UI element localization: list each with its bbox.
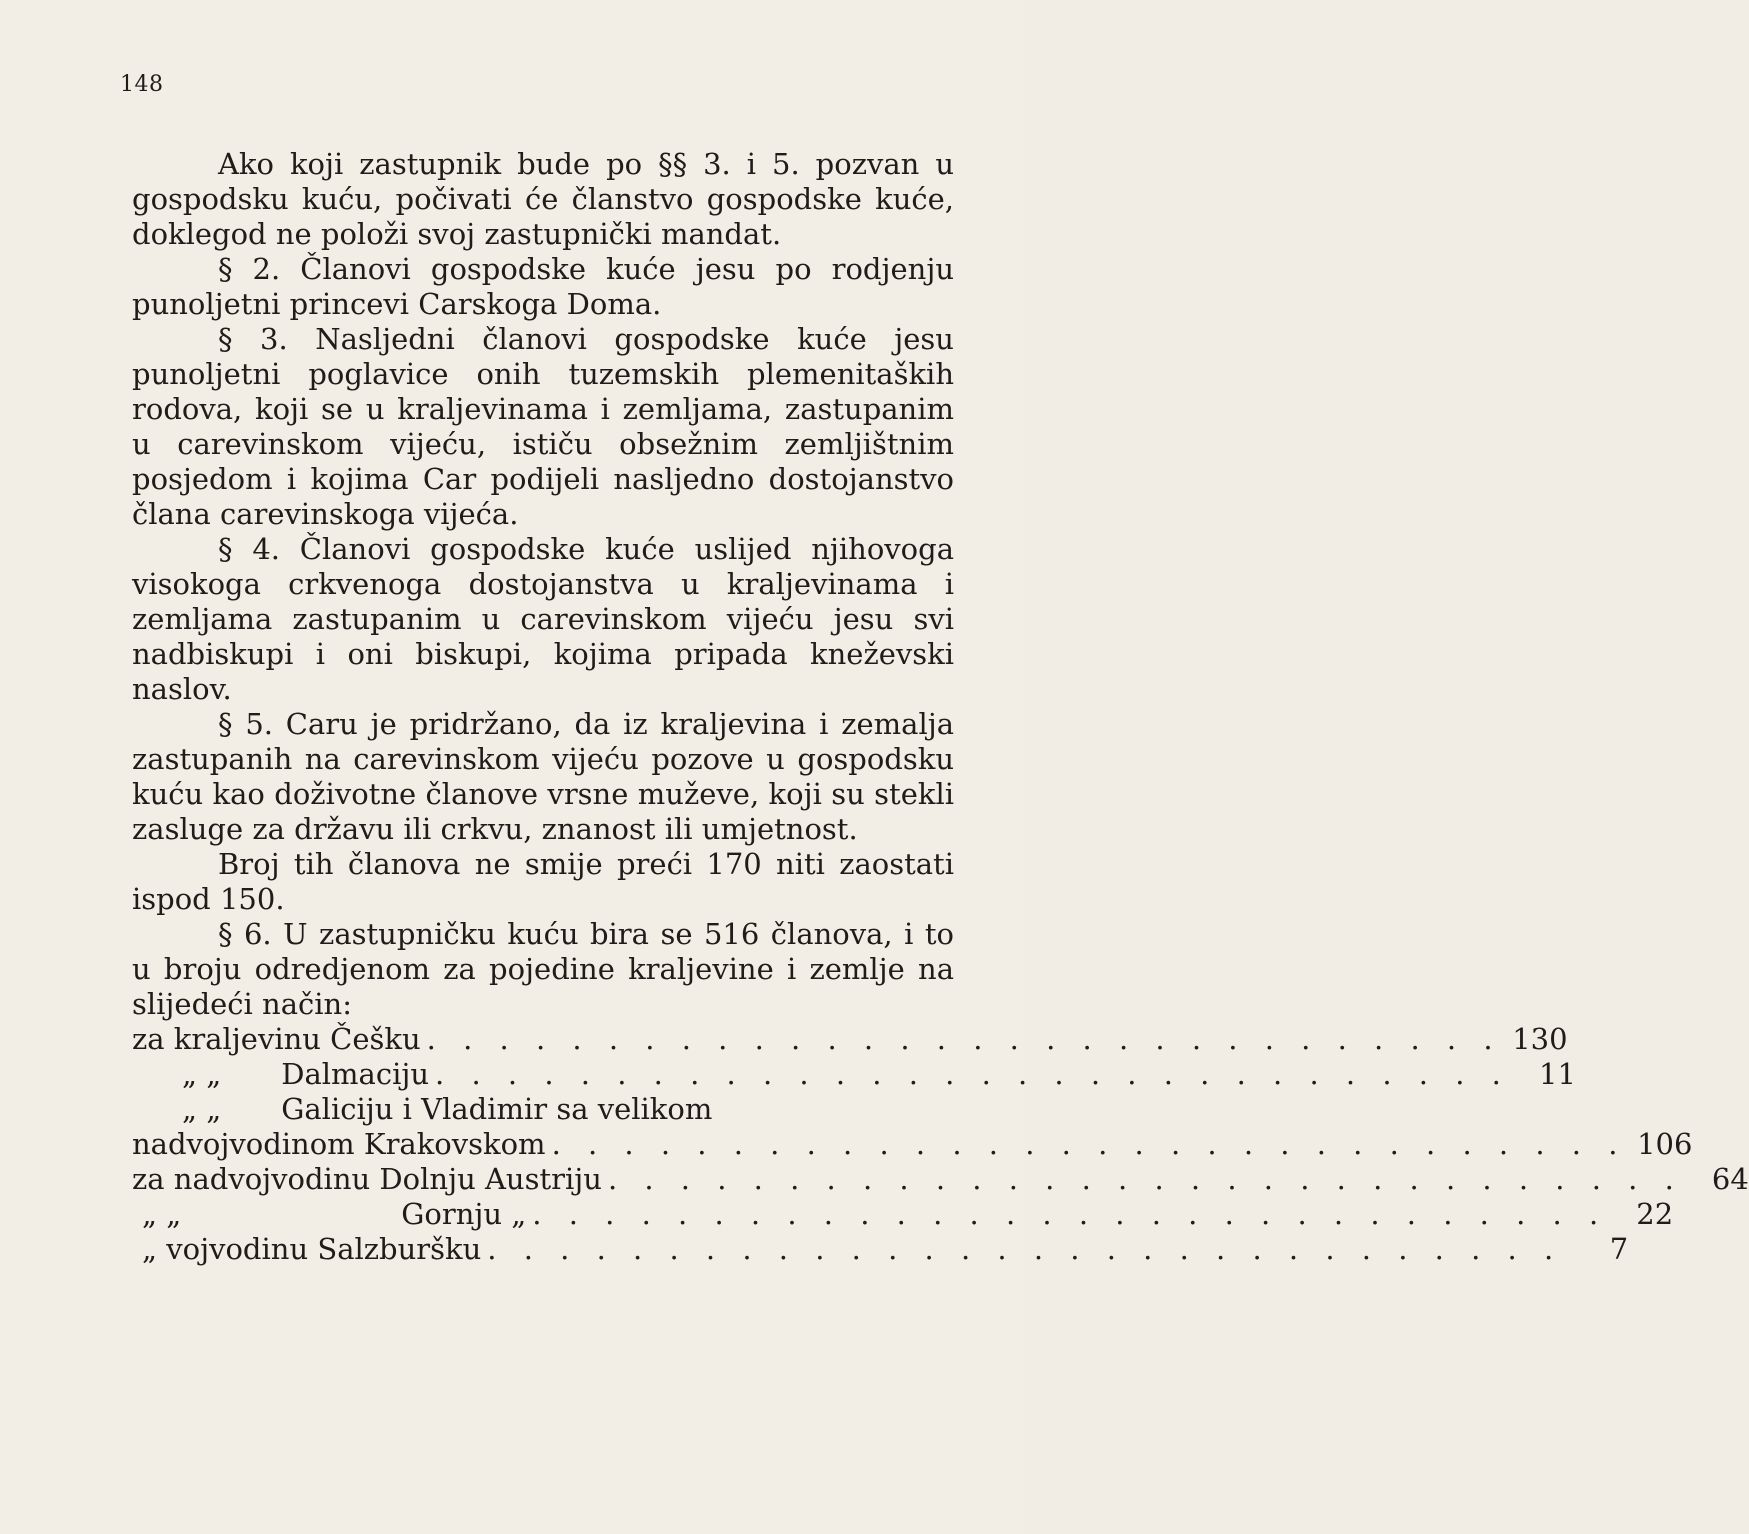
list-value: 22 bbox=[1636, 1197, 1674, 1231]
list-item bbox=[132, 1092, 954, 1127]
list-prefix: „ „ bbox=[142, 1197, 182, 1231]
paragraph-section-5: § 5. Caru je pridržano, da iz kraljevina i zemalja zastupanih na carevinskom vijeću pozove u gospodsku kuću kao doživotne članove vrsne muževe, koji su stekli zasluge za državu ili crkvu, znanost ili umjetnost. bbox=[132, 707, 954, 846]
leader-dots: . . . . . . . . . . . . . . . . . . . . . . . . . . . . . . bbox=[532, 1197, 1608, 1231]
list-item bbox=[132, 1022, 1568, 1057]
leader-dots: . . . . . . . . . . . . . . . . . . . . . . . . . . . . . . bbox=[607, 1162, 1683, 1196]
list-label: nadvojvodinom Krakovskom bbox=[132, 1127, 546, 1161]
list-label: vojvodinu Salzburšku bbox=[166, 1232, 482, 1266]
list-item bbox=[132, 1162, 1749, 1197]
paragraph-section-6: § 6. U zastupničku kuću bira se 516 članova, i to u broju odredjenom za pojedine kraljevine i zemlje na slijedeći način: bbox=[132, 917, 954, 1021]
list-value: 106 bbox=[1637, 1127, 1693, 1161]
leader-dots: . . . . . . . . . . . . . . . . . . . . . . . . . . . . . . bbox=[426, 1022, 1502, 1056]
list-item bbox=[132, 1197, 1674, 1232]
paragraph-member-count: Broj tih članova ne smije preći 170 niti zaostati ispod 150. bbox=[132, 847, 954, 916]
list-label: Dalmaciju bbox=[281, 1057, 430, 1091]
list-prefix: „ „ bbox=[182, 1057, 222, 1091]
list-prefix: za kraljevinu bbox=[132, 1022, 321, 1056]
list-value: 7 bbox=[1609, 1232, 1629, 1266]
seat-allocation-list bbox=[132, 1022, 1749, 1267]
paragraph-intro: Ako koji zastupnik bude po §§ 3. i 5. pozvan u gospodsku kuću, počivati će članstvo gospodske kuće, doklegod ne položi svoj zastupnički mandat. bbox=[132, 147, 954, 251]
list-prefix: „ „ bbox=[182, 1092, 222, 1126]
leader-dots: . . . . . . . . . . . . . . . . . . . . . . . . . . . . . . bbox=[487, 1232, 1563, 1266]
list-label: Dolnju Austriju bbox=[379, 1162, 602, 1196]
leader-dots: . . . . . . . . . . . . . . . . . . . . . . . . . . . . . . bbox=[435, 1057, 1510, 1091]
body-text bbox=[132, 147, 954, 1022]
list-prefix: za nadvojvodinu bbox=[132, 1162, 371, 1196]
list-label: Češku bbox=[330, 1022, 421, 1056]
leader-dots: . . . . . . . . . . . . . . . . . . . . . . . . . . . . . . bbox=[551, 1127, 1627, 1161]
page-number: 148 bbox=[120, 72, 164, 97]
paragraph-section-3: § 3. Nasljedni članovi gospodske kuće jesu punoljetni poglavice onih tuzemskih plemenitaških rodova, koji se u kraljevinama i zemljama, zastupanim u carevinskom vijeću, ističu obsežnim zemljištnim posjedom i kojima Car podijeli nasljedno dostojanstvo člana carevinskoga vijeća. bbox=[132, 322, 954, 531]
list-prefix: „ bbox=[142, 1232, 158, 1266]
list-label: Galiciju i Vladimir sa velikom bbox=[281, 1092, 713, 1126]
list-label: Gornju „ bbox=[401, 1197, 527, 1231]
list-item bbox=[132, 1232, 1629, 1267]
paragraph-section-2: § 2. Članovi gospodske kuće jesu po rodjenju punoljetni princevi Carskoga Doma. bbox=[132, 252, 954, 321]
list-item bbox=[132, 1127, 1693, 1162]
list-value: 130 bbox=[1512, 1022, 1568, 1056]
list-value: 11 bbox=[1539, 1057, 1576, 1091]
list-item bbox=[132, 1057, 1576, 1092]
paragraph-section-4: § 4. Članovi gospodske kuće uslijed njihovoga visokoga crkvenoga dostojanstva u kraljevinama i zemljama zastupanim u carevinskom vijeću jesu svi nadbiskupi i oni biskupi, kojima pripada kneževski naslov. bbox=[132, 532, 954, 706]
list-value: 64 bbox=[1711, 1162, 1749, 1196]
